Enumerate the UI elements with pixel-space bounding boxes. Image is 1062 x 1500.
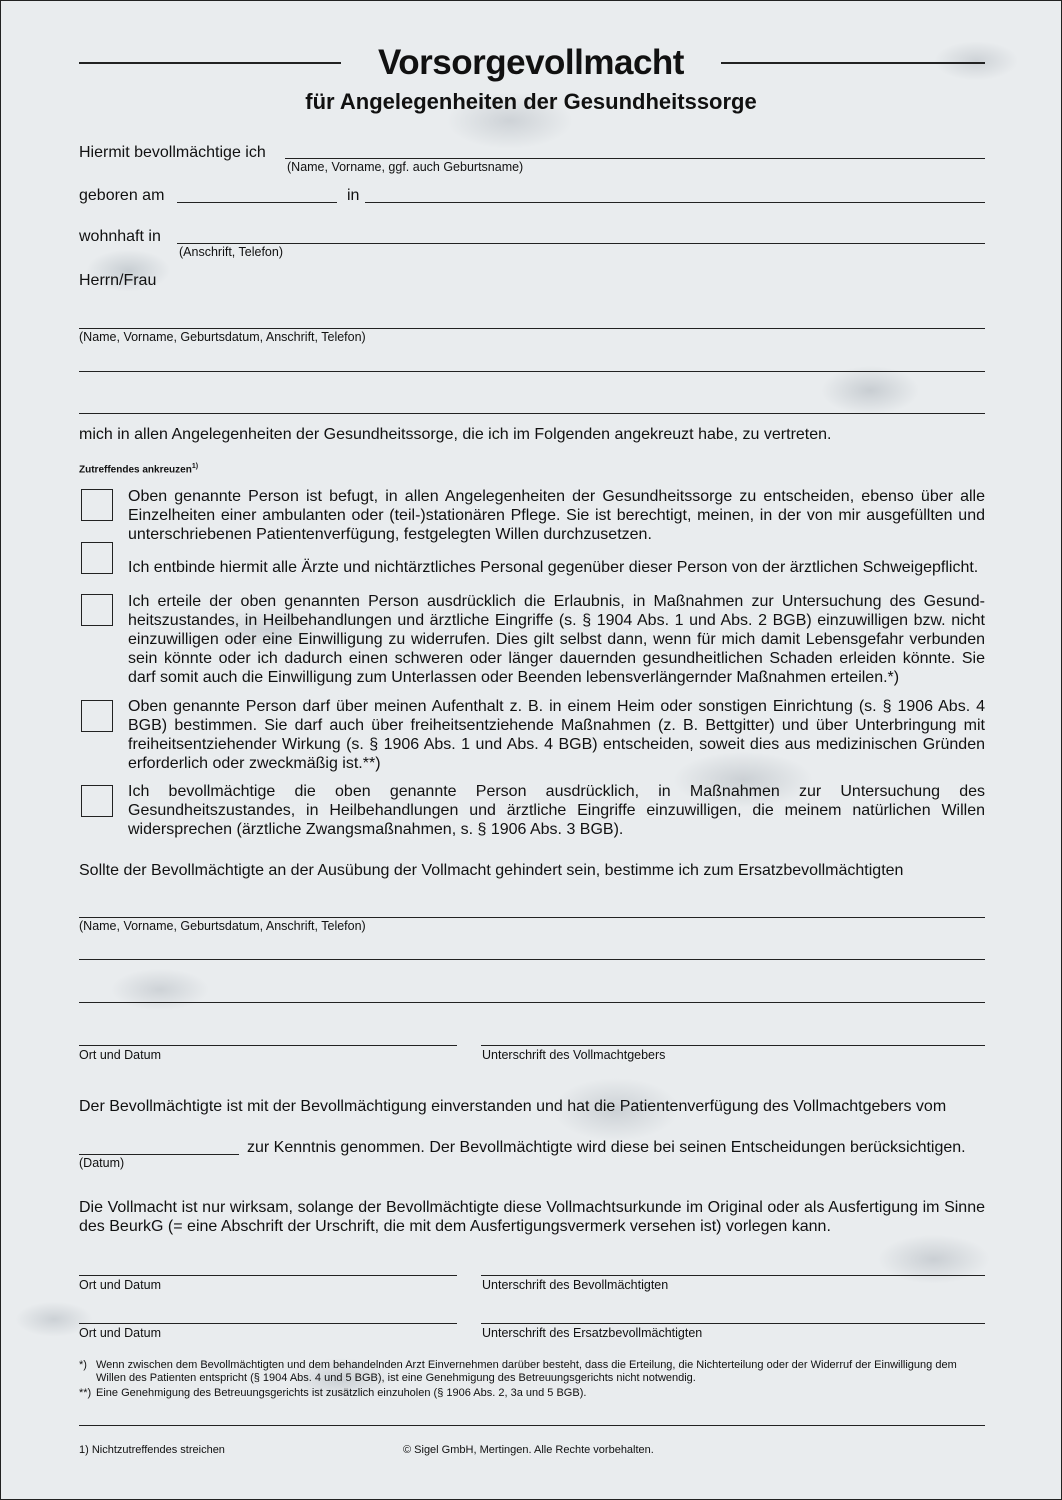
footnote-1-mark: *) (79, 1359, 87, 1371)
checklist-item-2: Ich entbinde hiermit alle Ärzte und nichtärztliches Personal gegenüber dieser Person von der ärztlichen Schweigepflicht. (128, 559, 979, 576)
checklist-item-4: Oben genannte Person darf über meinen Aufenthalt z. B. in einem Heim oder sonstigen Einrichtung (s. § 1906 Abs. 4 BGB) bestimmen. Sie darf auch über freiheitsentziehende Maßnahmen (z. B. Bettgitter) und über Unterbringung mit freiheitsentziehender Wirkung (s. § 1906 Abs. 1 und Abs. 4 BGB) entscheiden, soweit dies aus medizinischen Gründen erforderlich oder zweckmäßig ist.**) (128, 698, 985, 772)
wohnhaft-label: wohnhaft in (79, 228, 161, 245)
substitute-text: Sollte der Bevollmächtigte an der Ausübung der Vollmacht gehindert sein, bestimme ich zum Ersatzbevollmächtigten (79, 862, 904, 879)
footer-copyright: © Sigel GmbH, Mertingen. Alle Rechte vorbehalten. (403, 1444, 654, 1456)
substitute-hint: (Name, Vorname, Geburtsdatum, Anschrift, Telefon) (79, 919, 366, 933)
birthdate-line[interactable] (177, 202, 337, 203)
agent-line-2[interactable] (79, 371, 985, 372)
agent-line-1[interactable] (79, 328, 985, 329)
substitute-signature-line[interactable] (481, 1323, 985, 1324)
checklist-heading (79, 463, 198, 475)
footnote-1: Wenn zwischen dem Bevollmächtigten und dem behandelnden Arzt Einvernehmen darüber besteht, dass die Erteilung, die Nichterteilung oder der Widerruf der Einwilligung dem Willen des Patienten entspricht (§ 1904 Abs. 4 und 5 BGB), ist eine Genehmigung des Betreuungsgerichts nicht notwendig. (96, 1359, 957, 1384)
checklist-item-5: Ich bevollmächtige die oben genannte Person ausdrücklich, in Maßnahmen zur Untersuchung des Gesundheitszustandes, in Heilbehandlungen und ärztliche Eingriffe einzuwilligen, die meinem natürlichen Willen widersprechen (ärztliche Zwangsmaßnahmen, s. § 1906 Abs. 3 BGB). (128, 783, 985, 838)
place-date-label-1: Ort und Datum (79, 1048, 161, 1062)
footnote-2-mark: **) (79, 1387, 92, 1399)
substitute-line-1[interactable] (79, 917, 985, 918)
vertreten-text: mich in allen Angelegenheiten der Gesundheitssorge, die ich im Folgenden angekreuzt habe, zu vertreten. (79, 426, 832, 443)
geboren-label: geboren am (79, 187, 165, 204)
place-date-line-3[interactable] (79, 1323, 457, 1324)
agent-hint: (Name, Vorname, Geburtsdatum, Anschrift, Telefon) (79, 330, 366, 344)
agent-line-3[interactable] (79, 413, 985, 414)
hiermit-label: Hiermit bevollmächtige ich (79, 144, 266, 161)
checkbox-1[interactable] (81, 489, 113, 521)
herrn-frau-label: Herrn/Frau (79, 272, 157, 289)
checkbox-2[interactable] (81, 542, 113, 574)
substitute-line-2[interactable] (79, 959, 985, 960)
principal-signature-label: Unterschrift des Vollmachtgebers (482, 1048, 666, 1062)
checklist-heading-text: Zutreffendes ankreuzen (79, 464, 192, 476)
checkbox-5[interactable] (81, 785, 113, 817)
birthplace-line[interactable] (365, 202, 985, 203)
name-line[interactable] (285, 158, 985, 159)
place-date-line-2[interactable] (79, 1275, 457, 1276)
checkbox-4[interactable] (81, 700, 113, 732)
consent-date-line[interactable] (79, 1154, 239, 1155)
checkbox-3[interactable] (81, 594, 113, 626)
substitute-line-3[interactable] (79, 1002, 985, 1003)
footnote-2: Eine Genehmigung des Betreuungsgerichts ist zusätzlich einzuholen (§ 1906 Abs. 2, 3a und 5 BGB). (96, 1387, 587, 1399)
address-hint: (Anschrift, Telefon) (179, 245, 283, 259)
consent-line-2: zur Kenntnis genommen. Der Bevollmächtigte wird diese bei seinen Entscheidungen berücksichtigen. (247, 1139, 966, 1156)
validity-text: Die Vollmacht ist nur wirksam, solange der Bevollmächtigte diese Vollmachtsurkunde im Original oder als Ausfertigung im Sinne des BeurkG (= eine Abschrift der Urschrift, die mit dem Ausfertigungsvermerk versehen ist) vorlegen kann. (79, 1199, 985, 1235)
substitute-signature-label: Unterschrift des Ersatzbevollmächtigten (482, 1326, 703, 1340)
in-label: in (347, 187, 360, 204)
page-title: Vorsorgevollmacht (378, 43, 684, 82)
address-line[interactable] (177, 243, 985, 244)
place-date-label-3: Ort und Datum (79, 1326, 161, 1340)
footer-rule (79, 1425, 985, 1426)
consent-line-1: Der Bevollmächtigte ist mit der Bevollmächtigung einverstanden und hat die Patientenverfügung des Vollmachtgebers vom (79, 1098, 947, 1115)
footer-note: 1) Nichtzutreffendes streichen (79, 1444, 225, 1456)
place-date-line-1[interactable] (79, 1045, 457, 1046)
place-date-label-2: Ort und Datum (79, 1278, 161, 1292)
checklist-heading-sup: 1) (191, 463, 199, 470)
checklist-item-3: Ich erteile der oben genannten Person ausdrücklich die Erlaubnis, in Maßnahmen zur Untersuchung des Gesund-heitszustandes, in Heilbehandlungen und ärztliche Eingriffe (s. § 1904 Abs. 1 und Abs. 2 BGB) einzuwilligen bzw. nicht einzuwilligen oder eine Einwilligung zu widerrufen. Dies gilt selbst dann, wenn für mich damit Lebensgefahr verbunden sein könnte oder ich dadurch einen schweren oder länger dauernden gesundheitlichen Schaden erleiden könnte. Sie darf somit auch die Einwilligung zum Unterlassen oder Beenden lebensverlängernder Maßnahmen erteilen.*) (128, 593, 985, 686)
checklist-item-1: Oben genannte Person ist befugt, in allen Angelegenheiten der Gesundheitssorge zu entscheiden, ebenso über alle Einzelheiten einer ambulanten oder (teil-)stationären Pflege. Sie ist berechtigt, meinen, in der von mir ausgefüllten und unterschriebenen Patientenverfügung, festgelegten Willen durchzusetzen. (128, 488, 985, 543)
agent-signature-label: Unterschrift des Bevollmächtigten (482, 1278, 669, 1292)
name-hint: (Name, Vorname, ggf. auch Geburtsname) (287, 160, 524, 174)
page-subtitle: für Angelegenheiten der Gesundheitssorge (305, 89, 757, 114)
consent-date-hint: (Datum) (79, 1156, 125, 1170)
principal-signature-line[interactable] (481, 1045, 985, 1046)
agent-signature-line[interactable] (481, 1275, 985, 1276)
